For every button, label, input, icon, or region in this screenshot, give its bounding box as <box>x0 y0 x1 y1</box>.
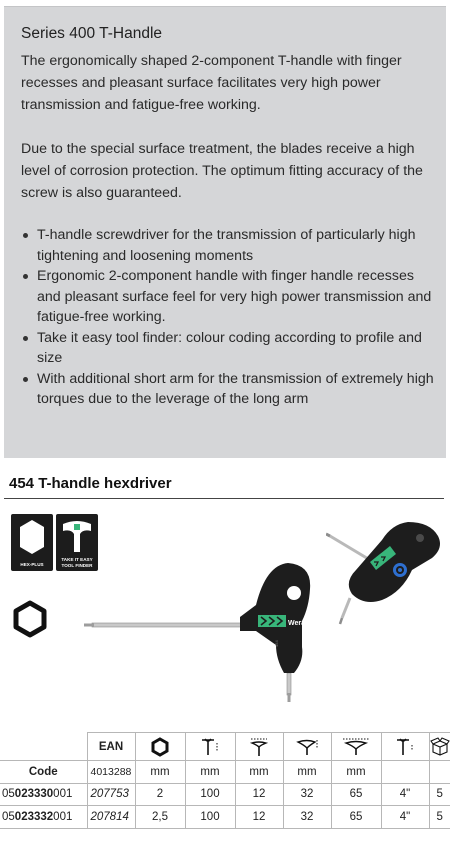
svg-text:454: 454 <box>274 640 279 647</box>
long-arm-icon <box>341 737 371 757</box>
table-row <box>0 783 450 806</box>
value-cell: 4" <box>381 806 429 829</box>
hex-profile-icon <box>150 737 170 757</box>
hex-size-header <box>135 733 185 761</box>
value-cell: 12 <box>235 783 283 806</box>
value-cell: 4" <box>381 783 429 806</box>
ean-header: EAN <box>87 733 135 761</box>
intro-paragraph: The ergonomically shaped 2-component T-handle with finger recesses and pleasant surface facilitates very high power transmission and fatigue-free working. <box>21 53 402 113</box>
length-icon <box>199 737 221 757</box>
blade-icon <box>394 737 416 757</box>
feature-item: T-handle screwdriver for the transmission of particularly high tightening and loosening moments <box>21 225 441 266</box>
feature-item: Take it easy tool finder: colour coding according to profile and size <box>21 328 441 369</box>
header-empty-cell <box>0 733 87 761</box>
hex-plus-label: HEX-PLUS <box>20 562 44 567</box>
bullet-icon <box>23 377 28 382</box>
ean-code: 207753 <box>87 783 135 806</box>
ean-prefix: 4013288 <box>87 761 135 784</box>
tool-finder-label-1: TAKE IT EASY <box>61 557 93 562</box>
divider <box>4 498 444 499</box>
unit-cell: mm <box>283 761 331 784</box>
table-header-row <box>0 733 450 761</box>
hex-profile-icon <box>12 600 48 638</box>
value-cell: 2,5 <box>135 806 185 829</box>
package-header <box>429 733 450 761</box>
table-row <box>0 806 450 829</box>
blade-header <box>381 733 429 761</box>
ean-code: 207814 <box>87 806 135 829</box>
value-cell: 5 <box>429 806 450 829</box>
feature-item: Ergonomic 2-component handle with finger handle recesses and pleasant surface feel for very high power transmission and fatigue-free working. <box>21 266 441 328</box>
unit-cell: mm <box>235 761 283 784</box>
long-arm-header <box>331 733 381 761</box>
value-cell: 65 <box>331 783 381 806</box>
unit-cell <box>429 761 450 784</box>
handle-width-header <box>235 733 283 761</box>
svg-text:Wera: Wera <box>288 620 305 627</box>
feature-item: With additional short arm for the transmission of extremely high torques due to the leverage of the long arm <box>21 369 441 410</box>
article-code: 05023332001 <box>0 806 87 829</box>
package-icon <box>430 737 450 757</box>
bullet-icon <box>23 233 28 238</box>
value-cell: 65 <box>331 806 381 829</box>
product-title: 454 T-handle hexdriver <box>9 475 172 492</box>
article-code: 05023330001 <box>0 783 87 806</box>
tool-finder-label-2: TOOL FINDER <box>61 563 93 568</box>
specs-table <box>0 732 450 829</box>
unit-cell <box>381 761 429 784</box>
handle-width-icon <box>247 737 271 757</box>
value-cell: 2 <box>135 783 185 806</box>
unit-cell: mm <box>135 761 185 784</box>
value-cell: 100 <box>185 783 235 806</box>
hex-plus-badge <box>11 514 53 571</box>
series-title: Series 400 T-Handle <box>21 25 163 42</box>
t-handle-image <box>80 555 315 705</box>
units-row <box>0 761 450 784</box>
code-header: Code <box>0 761 87 784</box>
length-header <box>185 733 235 761</box>
value-cell: 12 <box>235 806 283 829</box>
short-arm-header <box>283 733 331 761</box>
value-cell: 5 <box>429 783 450 806</box>
unit-cell: mm <box>185 761 235 784</box>
coating-paragraph: Due to the special surface treatment, the blades receive a high level of corrosion protection. The optimum fitting accuracy of the screw is also guaranteed. <box>21 141 423 201</box>
description-panel <box>4 6 446 458</box>
unit-cell: mm <box>331 761 381 784</box>
feature-list <box>21 225 441 410</box>
t-handle-side-image <box>326 518 444 626</box>
short-arm-icon <box>295 737 319 757</box>
bullet-icon <box>23 274 28 279</box>
value-cell: 100 <box>185 806 235 829</box>
value-cell: 32 <box>283 806 331 829</box>
bullet-icon <box>23 336 28 341</box>
value-cell: 32 <box>283 783 331 806</box>
